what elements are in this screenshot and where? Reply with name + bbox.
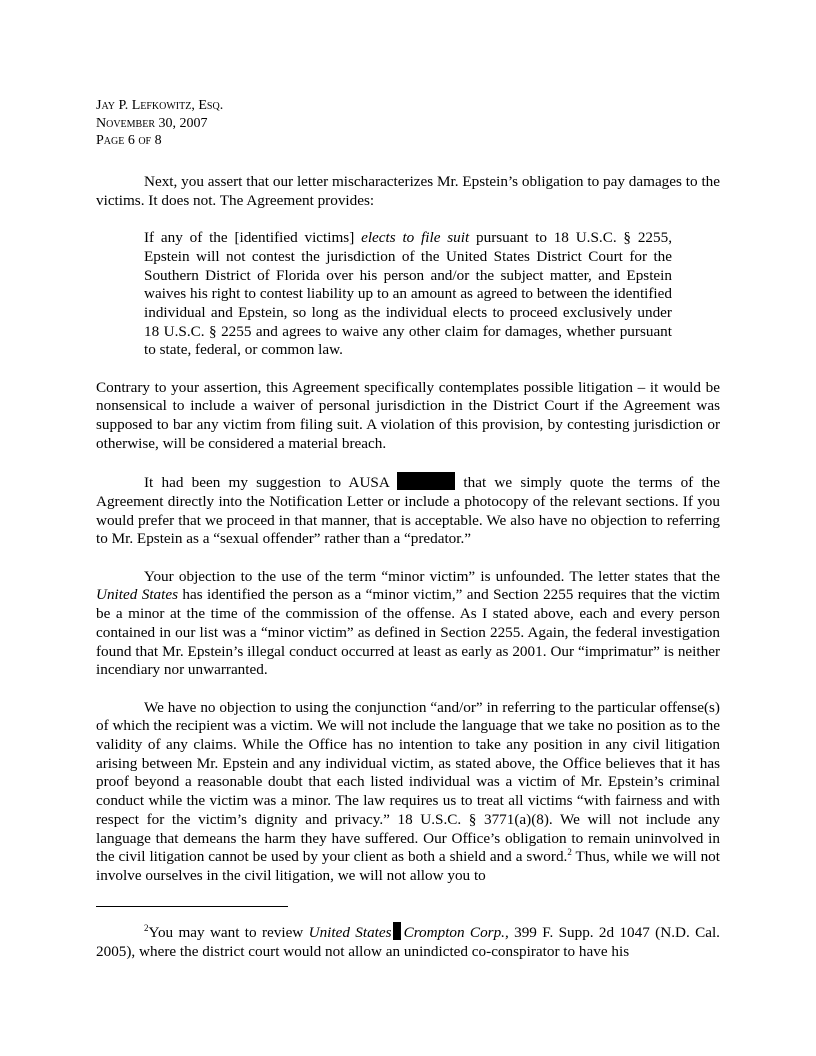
recipient-name: Jay P. Lefkowitz, Esq.: [96, 98, 224, 113]
page-number: Page 6 of 8: [96, 133, 162, 149]
united-states-italic: United States: [96, 586, 179, 604]
footnote-divider: [96, 906, 288, 907]
paragraph-conjunction: We have no objection to using the conjunction “and/or” in referring to the particular offense(s) of which the recipient was a victim. We will not include the language that we take no position as to the validity of any claims. While the Office has no intention to take any position in any civil litigation arising between Mr. Epstein and any individual victim, as stated above, the Office believes that it has proof beyond a reasonable doubt that each listed individual was a victim of Mr. Epstein’s criminal conduct while the victim was a minor. The law requires us to treat all victims “with fairness and with respect for the victim’s dignity and privacy.” 18 U.S.C. § 3771(a)(8). We will not include any language that demeans the harm they have suffered. Our Office’s obligation to remain uninvolved in the civil litigation cannot be used by your client as both a shield and a sword.$^2$ Thus, while we will not involve ourselves in the civil litigation, we will not allow you to: [96, 698, 720, 884]
case-name-part2: Crompton Corp.: [403, 924, 505, 941]
redaction-box: [397, 472, 455, 490]
footnote-number: 2: [144, 922, 149, 933]
footnote-reference: 2: [567, 847, 572, 858]
quote-emphasis: elects to file suit: [361, 229, 470, 247]
letter-date: November 30, 2007: [96, 115, 208, 131]
paragraph-contrary: Contrary to your assertion, this Agreement specifically contemplates possible litigation – it would be nonsensical to include a waiver of personal jurisdiction in the District Court if the Agreement was supposed to bar any victim from filing suit. A violation of this provision, by contesting jurisdiction or otherwise, will be considered a material breach.: [96, 378, 720, 452]
paragraph-suggestion: It had been my suggestion to AUSA that we simply quote the terms of the Agreement directly into the Notification Letter or include a photocopy of the relevant sections. If you would prefer that we proceed in that manner, that is acceptable. We also have no objection to referring to Mr. Epstein as a “sexual offender” rather than a “predator.”: [96, 474, 720, 548]
letter-header: [96, 97, 223, 150]
case-name-part1: United States: [308, 924, 392, 941]
paragraph-damages: Next, you assert that our letter mischaracterizes Mr. Epstein’s obligation to pay damages to the victims. It does not. The Agreement provides:: [96, 173, 720, 209]
footnote-2: $^2$You may want to review United States Crompton Corp., 399 F. Supp. 2d 1047 (N.D. Cal. 2005), where the district court would not allow an unindicted co-conspirator to have his: [96, 922, 720, 960]
agreement-quote: If any of the [identified victims] elects to file suit pursuant to 18 U.S.C. § 2255, Epstein will not contest the jurisdiction of the United States District Court for the Southern District of Florida over his person and/or the subject matter, and Epstein waives his right to contest liability up to an amount as agreed to between the identified individual and Epstein, so long as the individual elects to proceed exclusively under 18 U.S.C. § 2255 and agrees to waive any other claim for damages, whether pursuant to state, federal, or common law.: [144, 229, 672, 359]
paragraph-minor-victim: Your objection to the use of the term “minor victim” is unfounded. The letter states that the United States has identified the person as a “minor victim,” and Section 2255 requires that the victim be a minor at the time of the commission of the offense. As I stated above, each and every person contained in our list was a “minor victim” as defined in Section 2255. Again, the federal investigation found that Mr. Epstein’s illegal conduct occurred at least as early as 2001. Our “imprimatur” is neither incendiary nor unwarranted.: [96, 567, 720, 679]
redaction-mark: [393, 922, 401, 940]
letter-body: [96, 173, 720, 886]
